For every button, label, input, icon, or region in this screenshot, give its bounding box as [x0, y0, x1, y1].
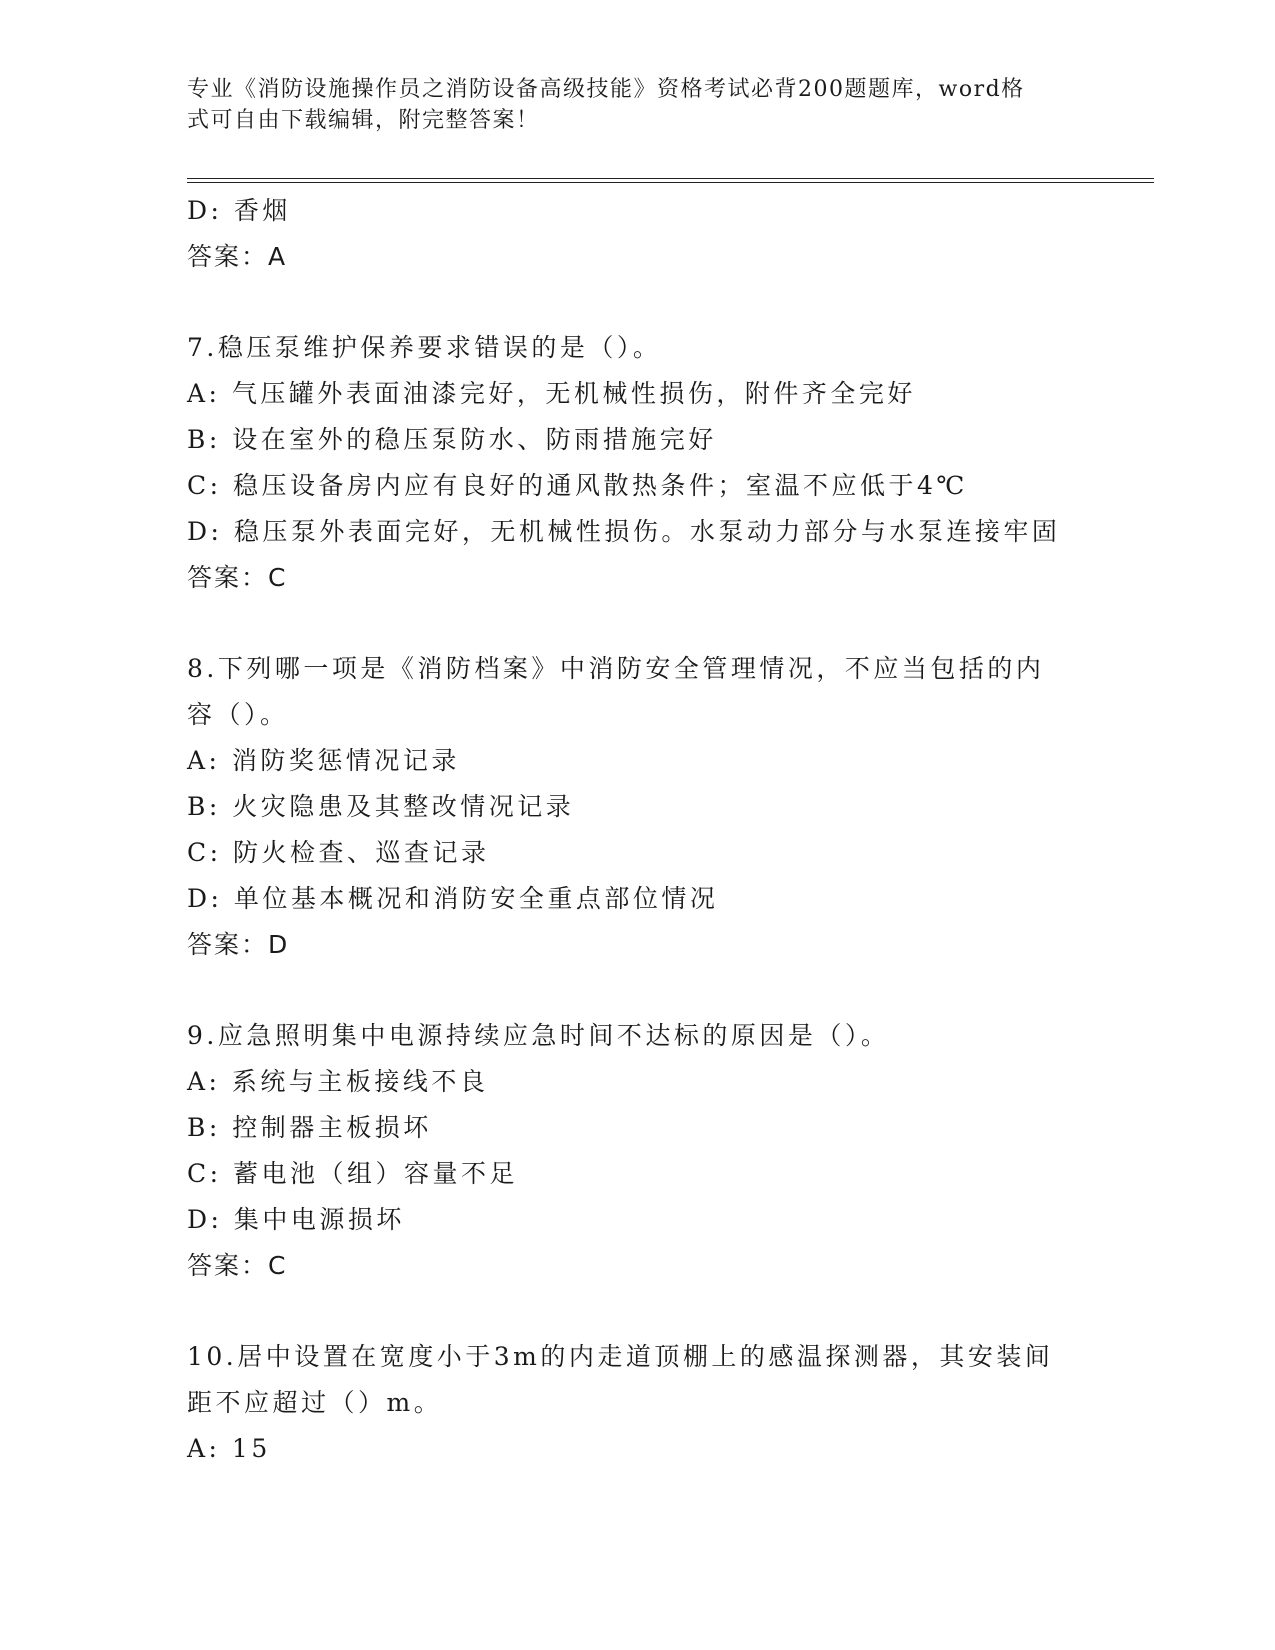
- header-divider-bottom: [187, 182, 1154, 183]
- previous-question-tail: [187, 188, 1127, 280]
- header-line-1: 专业《消防设施操作员之消防设备高级技能》资格考试必背200题题库，word格: [187, 77, 1025, 102]
- option-d: D: 集中电源损坏: [187, 1205, 405, 1234]
- spacer: [187, 601, 1127, 646]
- question-stem-line-2: 距不应超过（）m。: [187, 1388, 443, 1417]
- question-stem-line-1: 10.居中设置在宽度小于3m的内走道顶棚上的感温探测器，其安装间: [187, 1342, 1054, 1371]
- answer: 答案：C: [187, 1251, 288, 1280]
- option-b: B: 控制器主板损坏: [187, 1113, 432, 1142]
- answer: 答案：A: [187, 242, 288, 271]
- question-stem-line-1: 8.下列哪一项是《消防档案》中消防安全管理情况，不应当包括的内: [187, 654, 1045, 683]
- option-c: C: 防火检查、巡查记录: [187, 838, 490, 867]
- option-c: C: 稳压设备房内应有良好的通风散热条件；室温不应低于4℃: [187, 471, 968, 500]
- spacer: [187, 280, 1127, 325]
- option-a: A: 系统与主板接线不良: [187, 1067, 489, 1096]
- header-divider-top: [187, 178, 1154, 179]
- question-8: [187, 646, 1127, 968]
- answer: 答案：D: [187, 930, 290, 959]
- question-stem: 7.稳压泵维护保养要求错误的是（）。: [187, 333, 662, 362]
- option-b: B: 设在室外的稳压泵防水、防雨措施完好: [187, 425, 717, 454]
- question-10: [187, 1334, 1127, 1472]
- question-stem-line-2: 容（）。: [187, 700, 289, 729]
- option-a: A: 消防奖惩情况记录: [187, 746, 460, 775]
- option-a: A: 15: [187, 1434, 271, 1463]
- answer: 答案：C: [187, 563, 288, 592]
- question-list: [187, 188, 1127, 1472]
- spacer: [187, 968, 1127, 1013]
- header-line-2: 式可自由下载编辑，附完整答案！: [187, 108, 540, 133]
- option-d: D: 稳压泵外表面完好，无机械性损伤。水泵动力部分与水泵连接牢固: [187, 517, 1061, 546]
- question-stem: 9.应急照明集中电源持续应急时间不达标的原因是（）。: [187, 1021, 890, 1050]
- question-9: [187, 1013, 1127, 1289]
- option-c: C: 蓄电池（组）容量不足: [187, 1159, 518, 1188]
- option-a: A: 气压罐外表面油漆完好，无机械性损伤，附件齐全完好: [187, 379, 916, 408]
- option-b: B: 火灾隐患及其整改情况记录: [187, 792, 575, 821]
- question-7: [187, 325, 1127, 601]
- option-d: D: 香烟: [187, 196, 291, 225]
- spacer: [187, 1289, 1127, 1334]
- document-header: [187, 74, 1067, 136]
- option-d: D: 单位基本概况和消防安全重点部位情况: [187, 884, 719, 913]
